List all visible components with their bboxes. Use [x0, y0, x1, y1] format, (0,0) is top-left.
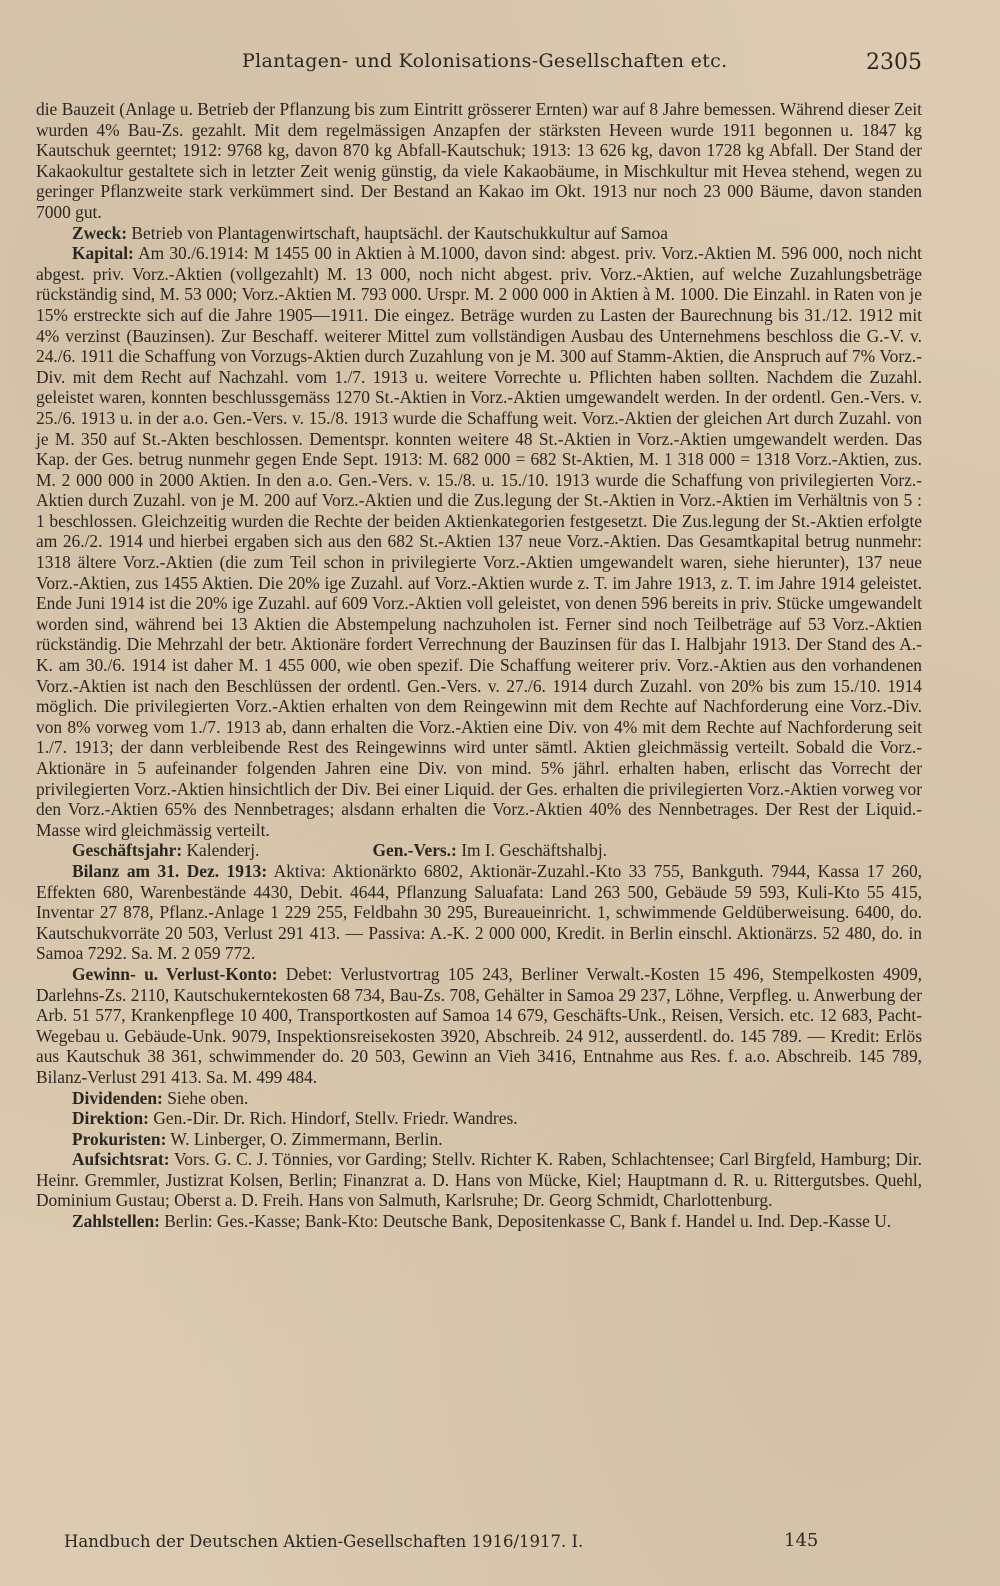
paragraph-text: Gen.-Dir. Dr. Rich. Hindorf, Stellv. Friedr. Wandres.: [153, 1108, 518, 1129]
paragraph-text: Berlin: Ges.-Kasse; Bank-Kto: Deutsche Bank, Depositenkasse C, Bank f. Handel u. Ind. Dep.-Kasse U.: [164, 1211, 892, 1232]
signature-mark: 145: [784, 1530, 819, 1551]
body-text: [36, 99, 922, 1232]
page-footer: [64, 1532, 824, 1556]
paragraph-direktion: [36, 1108, 922, 1129]
section-label: Gen.-Vers.:: [372, 840, 457, 861]
section-label: Aufsichtsrat:: [72, 1149, 170, 1170]
paragraph-text: Im I. Geschäftshalbj.: [461, 840, 608, 861]
paragraph-zweck: [36, 223, 922, 244]
paragraph-dividenden: [36, 1088, 922, 1109]
paragraph-text: Vors. G. C. J. Tönnies, vor Garding; Stellv. Richter K. Raben, Schlachtensee; Carl Birgfeld, Hamburg; Dir. Heinr. Gremmler, Justizrat Kolsen, Berlin; Finanzrat a. D. Hans von Mücke, Kiel; Hauptmann d. R. u. Rittergutsbes. Quehl, Dominium Gustau; Oberst a. D. Freih. Hans von Salmuth, Karlsruhe; Dr. Georg Schmidt, Charlottenburg.: [36, 1149, 922, 1211]
paragraph-prokuristen: [36, 1129, 922, 1150]
paragraph-gewinn-verlust: [36, 964, 922, 1088]
paragraph-kapital: [36, 243, 922, 840]
paragraph-zahlstellen: [36, 1211, 922, 1232]
paragraph-aufsichtsrat: [36, 1149, 922, 1211]
running-head: [36, 50, 922, 78]
section-label: Gewinn- u. Verlust-Konto:: [72, 963, 278, 984]
section-label: Prokuristen:: [72, 1128, 167, 1149]
paragraph-text: Am 30./6.1914: M 1455 00 in Aktien à M.1000, davon sind: abgest. priv. Vorz.-Aktien M. 596 000, noch nicht abgest. priv. Vorz.-Aktien (vollgezahlt) M. 13 000, noch nicht abgest. priv. Vorz.-Aktien, auf welche Zuzahlungsbeträge rückständig sind, M. 53 000; Vorz.-Aktien M. 793 000. Urspr. M. 2 000 000 in Aktien à M. 1000. Die Einzahl. in Raten von je 15% erstreckte sich auf die Jahre 1905—1911. Die eingez. Beträge wurden zu Lasten der Baurechnung bis 31./12. 1912 mit 4% verzinst (Bauzinsen). Zur Beschaff. weiterer Mittel zum vollständigen Ausbau des Unternehmens beschloss die G.-V. v. 24./6. 1911 die Schaffung von Vorzugs-Aktien durch Zuzahlung von je M. 300 auf Stamm-Aktien, die Anspruch auf 7% Vorz.-Div. mit dem Recht auf Nachzahl. vom 1./7. 1913 u. weitere Vorrechte u. Pflichten haben sollten. Nachdem die Zuzahl. geleistet waren, konnten beschlussgemäss 1270 St.-Aktien in Vorz.-Aktien umgewandelt werden. In der ordentl. Gen.-Vers. v. 25./6. 1913 u. in der a.o. Gen.-Vers. v. 15./8. 1913 wurde die Schaffung weit. Vorz.-Aktien der gleichen Art durch Zuzahl. von je M. 350 auf St.-Akten beschlossen. Dementspr. konnten weitere 48 St.-Aktien in Vorz.-Aktien umgewandelt werden. Das Kap. der Ges. betrug nunmehr gegen Ende Sept. 1913: M. 682 000 = 682 St-Aktien, M. 1 318 000 = 1318 Vorz.-Aktien, zus. M. 2 000 000 in 2000 Aktien. In den a.o. Gen.-Vers. v. 15./8. u. 15./10. 1913 wurde die Schaffung von privilegierten Vorz.-Aktien durch Zuzahl. von je M. 200 auf Vorz.-Aktien und die Zus.legung der St.-Aktien in Vorz.-Aktien im Verhältnis von 5 : 1 beschlossen. Gleichzeitig wurden die Rechte der beiden Aktienkategorien festgesetzt. Die Zus.legung der St.-Aktien erfolgte am 26./2. 1914 und hierbei ergaben sich aus den 682 St.-Aktien 137 neue Vorz.-Aktien. Das Gesamtkapital betrug nunmehr: 1318 ältere Vorz.-Aktien (die zum Teil schon in privilegierte Vorz.-Aktien umgewandelt waren, siehe hierunter), 137 neue Vorz.-Aktien, zus 1455 Aktien. Die 20% ige Zuzahl. auf Vorz.-Aktien wurde z. T. im Jahre 1913, z. T. im Jahre 1914 geleistet. Ende Juni 1914 ist die 20% ige Zuzahl. auf 609 Vorz.-Aktien voll geleistet, von denen 596 bereits in priv. Stücke umgewandelt worden sind, während bei 13 Aktien die Abstempelung nachzuholen ist. Ferner sind noch Teilbeträge auf 53 Vorz.-Aktien rückständig. Die Mehrzahl der betr. Aktionäre fordert Verrechnung der Bauzinsen für das I. Halbjahr 1913. Der Stand des A.-K. am 30./6. 1914 ist daher M. 1 455 000, wie oben spezif. Die Schaffung weiterer priv. Vorz.-Aktien aus den vorhandenen Vorz.-Aktien ist nach den Beschlüssen der ordentl. Gen.-Vers. v. 27./6. 1914 durch Zuzahl. von 20% bis zum 15./10. 1914 möglich. Die privilegierten Vorz.-Aktien erhalten von dem Reingewinn mit dem Rechte auf Nachforderung eine Vorz.-Div. von 8% vorweg vom 1./7. 1913 ab, dann erhalten die Vorz.-Aktien eine Div. von 4% mit dem Rechte auf Nachforderung seit 1./7. 1913; der dann verbleibende Rest des Reingewinns wird unter sämtl. Aktien gleichmässig verteilt. Sobald die Vorz.-Aktionäre in 5 aufeinander folgenden Jahren eine Div. von mind. 5% jährl. erhalten haben, erlischt das Vorrecht der privilegierten Vorz.-Aktien hinsichtlich der Div. Bei einer Liquid. der Ges. erhalten die privilegierten Vorz.-Aktien vorweg vor den Vorz.-Aktien 65% des Nennbetrages; alsdann erhalten die Vorz.-Aktien 40% des Nennbetrages. Der Rest der Liquid.-Masse wird gleichmässig verteilt.: [36, 243, 922, 840]
paragraph-text: die Bauzeit (Anlage u. Betrieb der Pflanzung bis zum Eintritt grösserer Ernten) war auf 8 Jahre bemessen. Während dieser Zeit wurden 4% Bau-Zs. gezahlt. Mit dem regelmässigen Anzapfen der stärksten Heveen wurde 1911 begonnen u. 1847 kg Kautschuk geerntet; 1912: 9768 kg, davon 870 kg Abfall-Kautschuk; 1913: 13 626 kg, davon 1728 kg Abfall. Der Stand der Kakaokultur gestaltete sich in letzter Zeit wenig günstig, da viele Kakaobäume, in Mischkultur mit Hevea stehend, wegen zu geringer Pflanzweite stark verkümmert sind. Der Bestand an Kakao im Okt. 1913 nur noch 23 000 Bäume, davon standen 7000 gut.: [36, 99, 922, 222]
paragraph-text: Kalenderj.: [186, 840, 260, 861]
page-number: 2305: [866, 50, 922, 75]
running-title: Plantagen- und Kolonisations-Gesellschaften etc.: [242, 50, 728, 72]
section-label: Geschäftsjahr:: [72, 840, 183, 861]
section-label: Zahlstellen:: [72, 1211, 160, 1232]
paragraph-geschaeftsjahr: [36, 840, 922, 861]
section-label: Dividenden:: [72, 1087, 163, 1108]
paragraph-bilanz: [36, 861, 922, 964]
paragraph-text: Aktiva: Aktionärkto 6802, Aktionär-Zuzahl.-Kto 33 755, Bankguth. 7944, Kassa 17 260, Effekten 680, Warenbestände 4430, Debit. 4644, Pflanzung Saluafata: Land 263 500, Gebäude 59 593, Kuli-Kto 55 415, Inventar 27 878, Pflanz.-Anlage 1 229 255, Feldbahn 30 295, Bureaueinricht. 1, schwimmende Geldüberweisung. 6400, do. Kautschukvorräte 20 503, Verlust 291 413. — Passiva: A.-K. 2 000 000, Kredit. in Berlin einschl. Aktionärzs. 52 480, do. in Samoa 7292. Sa. M. 2 059 772.: [36, 860, 922, 964]
paragraph-text: Siehe oben.: [167, 1087, 249, 1108]
paragraph-text: Betrieb von Plantagenwirtschaft, hauptsächl. der Kautschukkultur auf Samoa: [131, 222, 668, 243]
section-label: Zweck:: [72, 222, 128, 243]
paragraph-text: Debet: Verlustvortrag 105 243, Berliner Verwalt.-Kosten 15 496, Stempelkosten 4909, Darlehns-Zs. 2110, Kautschukerntekosten 68 734, Bau-Zs. 708, Gehälter in Samoa 29 237, Löhne, Verpfleg. u. Anwerbung der Arb. 51 577, Krankenpflege 10 400, Transportkosten auf Samoa 14 679, Geschäfts-Unk., Reisen, Versich. etc. 12 683, Pacht-Wegebau u. Gebäude-Unk. 9079, Inspektionsreisekosten 3920, Abschreib. 24 912, ausserdentl. do. 145 789. — Kredit: Erlös aus Kautschuk 38 361, schwimmender do. 20 503, Gewinn an Vieh 3416, Entnahme aus Res. f. a.o. Abschreib. 145 789, Bilanz-Verlust 291 413. Sa. M. 499 484.: [36, 963, 922, 1087]
paragraph-text: W. Linberger, O. Zimmermann, Berlin.: [170, 1128, 443, 1149]
footer-title: Handbuch der Deutschen Aktien-Gesellschaften 1916/1917. I.: [64, 1532, 584, 1551]
paragraph-intro: [36, 99, 922, 223]
section-label: Direktion:: [72, 1108, 149, 1129]
section-label: Kapital:: [72, 243, 134, 264]
section-label: Bilanz am 31. Dez. 1913:: [72, 860, 268, 881]
